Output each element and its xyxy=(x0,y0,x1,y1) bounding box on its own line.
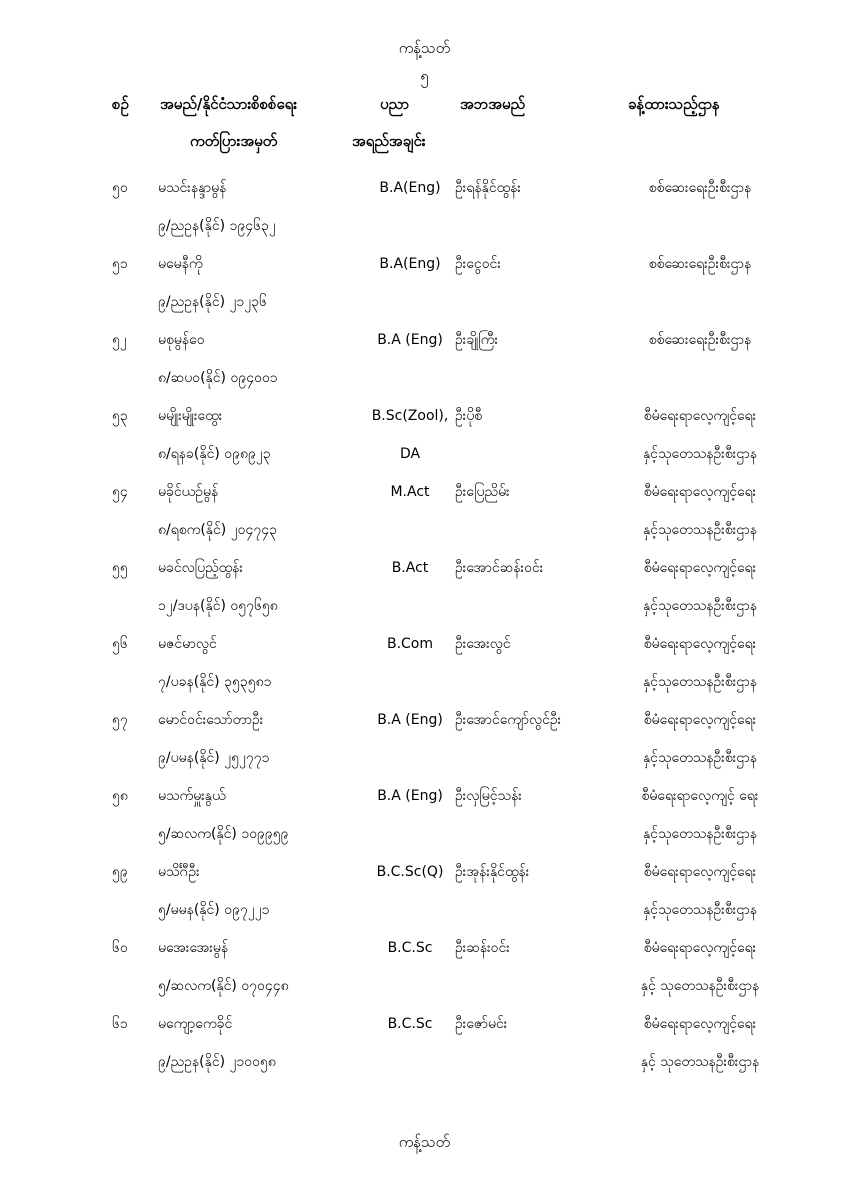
row-education: B.A(Eng) xyxy=(379,180,441,196)
row-office: စီမံရေးရာလေ့ကျင့် ရေး xyxy=(641,788,759,804)
row-no: ၅၀ xyxy=(112,180,128,196)
row-education: B.Act xyxy=(391,560,429,576)
row-father: ဦးဆန်းဝင်း xyxy=(455,940,510,956)
header-edu-line2: အရည်အချင်း xyxy=(352,132,426,150)
row-name: မကျော့ကေခိုင် xyxy=(158,1016,233,1032)
row-no: ၅၄ xyxy=(112,484,128,500)
row-name: မဇင်မာလွင် xyxy=(158,636,217,652)
row-education: B.Sc(Zool), xyxy=(371,408,449,424)
row-education: B.A(Eng) xyxy=(379,256,441,272)
row-education: B.Com xyxy=(386,636,434,652)
row-name: မသင်းနန္ဒာမွန် xyxy=(158,180,227,196)
row-education: B.A (Eng) xyxy=(377,788,443,804)
table-row xyxy=(0,864,849,940)
row-name: မသက်မှူးနွယ် xyxy=(158,788,226,804)
row-office: စီမံရေးရာလေ့ကျင့်ရေး xyxy=(643,712,757,728)
row-father: ဦးပြေညိမ်း xyxy=(455,484,510,500)
row-nrc: ၉/ညဥန(နိုင်) ၁၉၄၆၃၂ xyxy=(158,218,276,234)
row-no: ၆ဝ xyxy=(112,940,128,956)
row-no: ၅၃ xyxy=(112,408,128,424)
row-nrc: ၅/ဆလက(နိုင်) ၁ဝ၉၉၅၉ xyxy=(158,826,289,842)
row-no: ၅၁ xyxy=(112,256,128,272)
row-no: ၅၇ xyxy=(112,712,128,728)
row-no: ၅၅ xyxy=(112,560,128,576)
row-name: မခိုင်ယဉ်မွန် xyxy=(158,484,219,500)
table-row xyxy=(0,636,849,712)
row-no: ၅၆ xyxy=(112,636,128,652)
row-father: ဦးအုန်းနိုင်ထွန်း xyxy=(455,864,530,880)
restriction-label-bottom: ကန့်သတ် xyxy=(398,1133,451,1151)
row-father: ဦးအောင်ကျော်လွင်ဦး xyxy=(455,712,562,728)
header-no: စဉ် xyxy=(112,95,129,113)
row-father: ဦးပိုစီ xyxy=(455,408,483,424)
row-office-2: နှင့်သုတေသနဦးစီးဌာန xyxy=(642,902,758,918)
row-education: B.C.Sc xyxy=(387,1016,433,1032)
row-father: ဦးရန်နိုင်ထွန်း xyxy=(455,180,521,196)
row-father: ဦးငွေဝင်း xyxy=(455,256,501,272)
row-nrc: ၅/မမန(နိုင်) ဝ၉၇၂၂၁ xyxy=(158,902,270,918)
row-office-2: နှင့် သုတေသနဦးစီးဌာန xyxy=(640,1054,760,1070)
row-nrc: ၉/ညဥန(နိုင်) ၂၁ဝဝ၅၈ xyxy=(158,1054,276,1070)
row-office: စစ်ဆေးရေးဦးစီးဌာန xyxy=(648,332,752,348)
row-education: B.A (Eng) xyxy=(377,712,443,728)
row-nrc: ၁၂/ဒပန(နိုင်) ဝ၅၇၆၅၈ xyxy=(158,598,278,614)
table-row xyxy=(0,332,849,408)
row-father: ဦးလှမြင့်သန်း xyxy=(455,788,522,804)
row-father: ဦးချိုကြီး xyxy=(455,332,499,348)
row-office-2: နှင့်သုတေသနဦးစီးဌာန xyxy=(642,598,758,614)
row-no: ၅၈ xyxy=(112,788,128,804)
row-nrc: ၇/ပခန(နိုင်) ၃၅၃၅၈၁ xyxy=(158,674,272,690)
row-office: စီမံရေးရာလေ့ကျင့်ရေး xyxy=(643,864,757,880)
table-row xyxy=(0,712,849,788)
row-nrc: ၈/ဆပဝ(နိုင်) ဝ၉၄ဝဝ၁ xyxy=(158,370,278,386)
table-row xyxy=(0,408,849,484)
row-office-2: နှင့်သုတေသနဦးစီးဌာန xyxy=(642,674,758,690)
row-nrc: ၅/ဆလက(နိုင်) ဝ၇ဝ၄၄၈ xyxy=(158,978,289,994)
table-row xyxy=(0,788,849,864)
header-father: အဘအမည် xyxy=(460,95,526,113)
header-office: ခန့်ထားသည့်ဌာန xyxy=(628,95,720,113)
row-office-2: နှင့်သုတေသနဦးစီးဌာန xyxy=(642,522,758,538)
row-education: B.C.Sc xyxy=(387,940,433,956)
header-name-line1: အမည်/နိုင်ငံသားစိစစ်ရေး xyxy=(160,95,298,113)
row-office: စစ်ဆေးရေးဦးစီးဌာန xyxy=(648,180,752,196)
row-name: မစုမွန်ဝေ xyxy=(158,332,205,348)
row-name: မမျိုးမျိုးထွေး xyxy=(158,408,223,424)
row-father: ဦးအောင်ဆန်းဝင်း xyxy=(455,560,544,576)
row-no: ၅၉ xyxy=(112,864,128,880)
row-father: ဦးအေးလွင် xyxy=(455,636,511,652)
row-office: စီမံရေးရာလေ့ကျင့်ရေး xyxy=(643,636,757,652)
row-office: စီမံရေးရာလေ့ကျင့်ရေး xyxy=(643,560,757,576)
row-education: M.Act xyxy=(390,484,430,500)
row-nrc: ၈/ရနခ(နိုင်) ဝ၉၈၉၂၃ xyxy=(158,446,271,462)
row-office-2: နှင့်သုတေသနဦးစီးဌာန xyxy=(642,750,758,766)
row-name: မမေနီကို xyxy=(158,256,203,272)
row-father: ဦးဇော်မင်း xyxy=(455,1016,508,1032)
table-row xyxy=(0,256,849,332)
header-name-line2: ကတ်ပြားအမှတ် xyxy=(190,132,278,150)
row-office: စီမံရေးရာလေ့ကျင့်ရေး xyxy=(643,940,757,956)
page-number: ၅ xyxy=(420,67,429,85)
table-row xyxy=(0,484,849,560)
row-name: မောင်ဝင်းသော်တာဦး xyxy=(158,712,264,728)
row-education: B.C.Sc(Q) xyxy=(376,864,444,880)
row-office-2: နှင့်သုတေသနဦးစီးဌာန xyxy=(642,446,758,462)
row-no: ၅၂ xyxy=(112,332,127,348)
row-nrc: ၉/ပမန(နိုင်) ၂၅၂၇၇၁ xyxy=(158,750,270,766)
table-row xyxy=(0,940,849,1016)
row-name: မအေးအေးမွန် xyxy=(158,940,229,956)
row-office-2: နှင့်သုတေသနဦးစီးဌာန xyxy=(642,826,758,842)
row-nrc: ၈/ရစက(နိုင်) ၂၀၄၇၄၃ xyxy=(158,522,277,538)
table-row xyxy=(0,1016,849,1092)
row-nrc: ၉/ညဥန(နိုင်) ၂၁၂၃၆ xyxy=(158,294,267,310)
row-education: B.A (Eng) xyxy=(377,332,443,348)
row-office: စီမံရေးရာလေ့ကျင့်ရေး xyxy=(643,484,757,500)
table-row xyxy=(0,180,849,256)
row-office: စစ်ဆေးရေးဦးစီးဌာန xyxy=(648,256,752,272)
row-name: မခင်လပြည့်ထွန်း xyxy=(158,560,243,576)
row-name: မသိင်္ဂီဦး xyxy=(158,864,200,880)
header-edu-line1: ပညာ xyxy=(380,95,410,113)
row-office-2: နှင့် သုတေသနဦးစီးဌာန xyxy=(640,978,760,994)
row-no: ၆၁ xyxy=(112,1016,128,1032)
restriction-label-top: ကန့်သတ် xyxy=(398,39,451,57)
row-office: စီမံရေးရာလေ့ကျင့်ရေး xyxy=(643,1016,757,1032)
table-row xyxy=(0,560,849,636)
row-office: စီမံရေးရာလေ့ကျင့်ရေး xyxy=(643,408,757,424)
row-education-2: DA xyxy=(399,446,421,462)
